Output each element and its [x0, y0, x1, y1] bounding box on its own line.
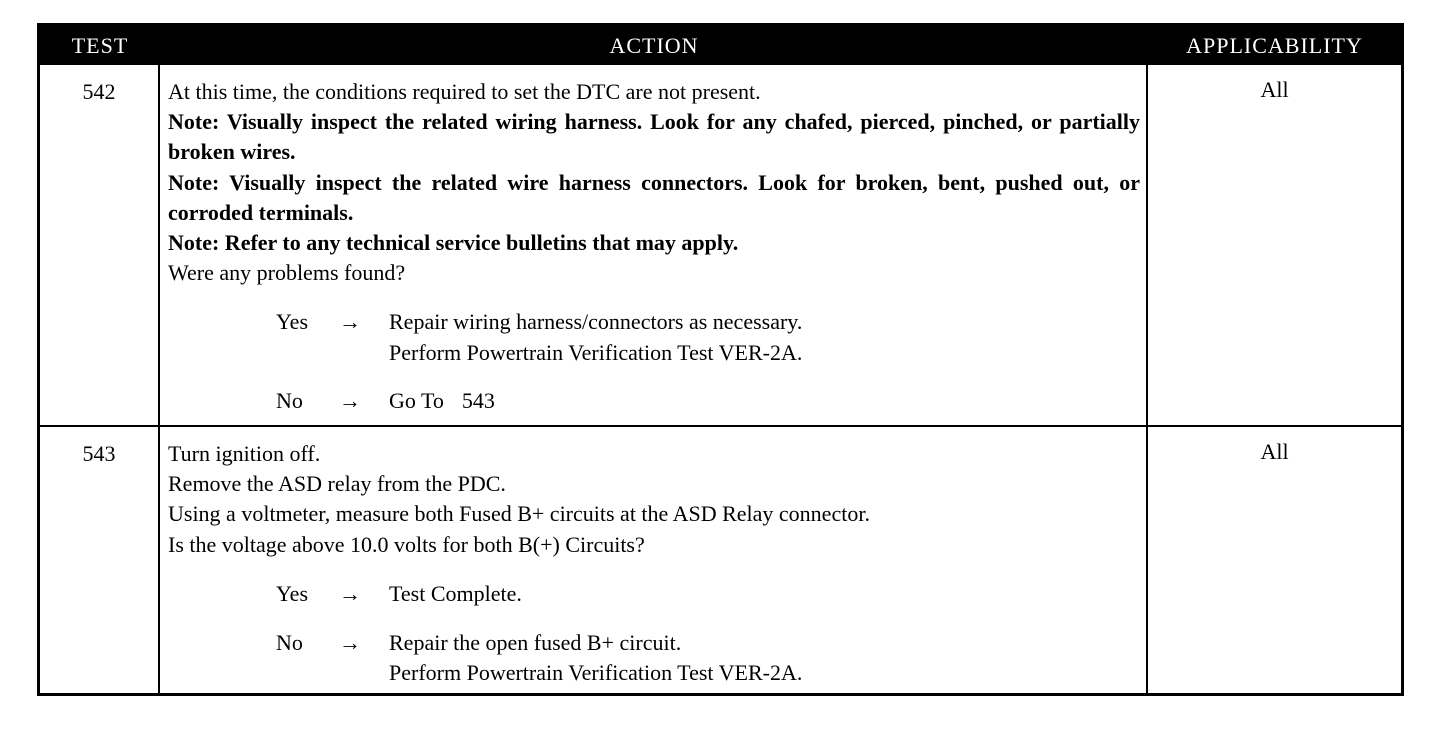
table-row: [40, 65, 1401, 425]
action-cell: [168, 439, 1140, 688]
yes-text: [389, 307, 802, 367]
question-line: Is the voltage above 10.0 volts for both B(+) Circuits?: [168, 531, 645, 557]
no-text-line: Repair the open fused B+ circuit.: [389, 629, 682, 655]
arrow-icon: →: [339, 629, 361, 655]
yes-branch: [168, 307, 1140, 367]
no-branch: [168, 386, 1140, 416]
header-test: TEST: [71, 33, 129, 58]
test-number: 542: [82, 79, 116, 104]
applicability-value: All: [1260, 77, 1289, 102]
table-row: [40, 427, 1401, 693]
action-line: At this time, the conditions required to set the DTC are not present.: [168, 79, 761, 104]
applicability-value: All: [1260, 439, 1289, 464]
arrow-icon: →: [339, 388, 361, 414]
header-action: ACTION: [609, 33, 699, 58]
note-line: Note: Visually inspect the related wiring harness. Look for any chafed, pierced, pinched, or partially broken wires.: [168, 109, 1140, 165]
table-header: [40, 26, 1401, 65]
header-applicability: APPLICABILITY: [1186, 33, 1363, 58]
action-cell: [168, 77, 1140, 416]
no-label: No: [276, 388, 303, 414]
no-branch: [168, 628, 1140, 688]
action-line: Turn ignition off.: [168, 441, 321, 466]
question-line: Were any problems found?: [168, 260, 406, 286]
yes-label: Yes: [276, 309, 309, 335]
yes-branch: [168, 579, 1140, 609]
goto-test-link[interactable]: 543: [461, 388, 495, 414]
test-table: [37, 23, 1404, 696]
arrow-icon: →: [339, 580, 361, 606]
no-label: No: [276, 629, 303, 655]
arrow-icon: →: [339, 309, 361, 335]
no-text: [389, 628, 802, 688]
goto-text: Go To: [389, 388, 444, 414]
yes-text-line: Perform Powertrain Verification Test VER-2A.: [389, 339, 803, 365]
no-text: [389, 386, 495, 416]
test-number: 543: [82, 441, 116, 466]
yes-text: Test Complete.: [389, 580, 522, 606]
yes-label: Yes: [276, 580, 309, 606]
no-text-line: Perform Powertrain Verification Test VER-2A.: [389, 660, 803, 686]
note-line: Note: Visually inspect the related wire harness connectors. Look for broken, bent, pushed out, or corroded terminals.: [168, 169, 1140, 225]
action-line: Using a voltmeter, measure both Fused B+ circuits at the ASD Relay connector.: [168, 501, 870, 527]
yes-text-line: Repair wiring harness/connectors as necessary.: [389, 309, 803, 335]
action-line: Remove the ASD relay from the PDC.: [168, 471, 506, 497]
note-line: Note: Refer to any technical service bulletins that may apply.: [168, 230, 739, 256]
